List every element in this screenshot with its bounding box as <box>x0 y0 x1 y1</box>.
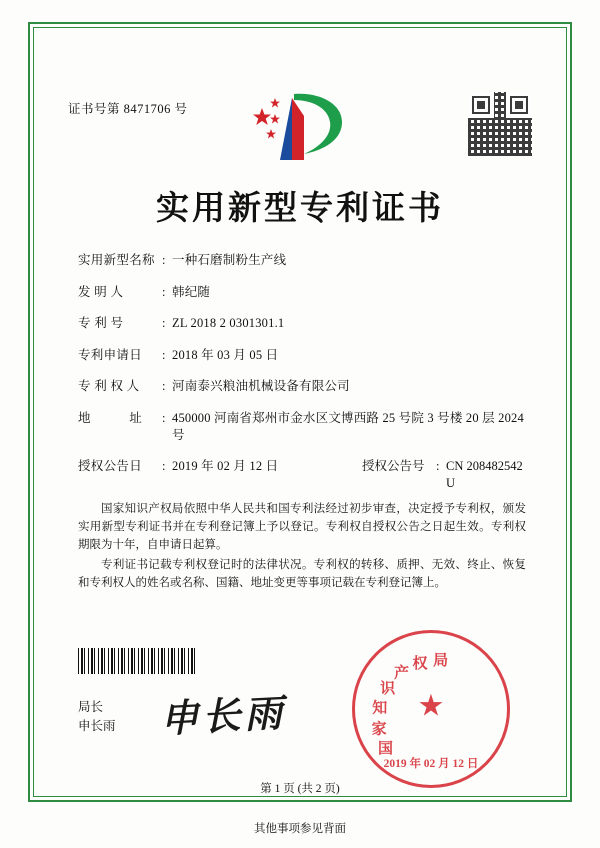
signature-label-line2: 申长雨 <box>78 719 116 733</box>
field-row-patentee <box>78 378 528 395</box>
field-row-address <box>78 410 528 444</box>
field-sep: : <box>162 316 166 330</box>
page-title: 实用新型专利证书 <box>156 191 444 227</box>
field-row-name <box>78 252 528 269</box>
seal-ring-text: 国 家 知 识 产 权 局 <box>371 653 449 758</box>
field-sep: : <box>162 379 166 393</box>
field-sep: : <box>162 347 166 362</box>
signature-label-line1: 局长 <box>78 700 104 714</box>
seal-date: 2019 年 02 月 12 日 <box>383 758 479 770</box>
legal-paragraph-2: 专利证书记载专利权登记时的法律状况。专利权的转移、质押、无效、终止、恢复和专利权人的姓名或名称、国籍、地址变更等事项记载在专利登记簿上。 <box>78 559 526 589</box>
field-value-address: 450000 河南省郑州市金水区文博西路 25 号院 3 号楼 20 层 2024 号 <box>172 410 524 442</box>
field-value-inventor: 韩纪随 <box>172 284 211 299</box>
qr-code-icon <box>468 92 532 156</box>
red-official-seal-icon <box>352 630 510 788</box>
field-value-name: 一种石磨制粉生产线 <box>172 253 287 267</box>
page-number: 第 1 页 (共 2 页) <box>260 783 340 795</box>
field-value-grant-date: 2019 年 02 月 12 日 <box>172 459 279 473</box>
legal-paragraph-1: 国家知识产权局依照中华人民共和国专利法经过初步审查，决定授予专利权，颁发实用新型专利证书并在专利登记簿上予以登记。专利权自授权公告之日起生效。专利权期限为十年，自申请日起算。 <box>78 503 526 551</box>
field-sep: : <box>162 253 166 267</box>
field-label-address: 地 址 <box>78 410 143 425</box>
field-row-grant <box>78 458 528 492</box>
field-sep: : <box>162 410 166 425</box>
field-value-patentee: 河南泰兴粮油机械设备有限公司 <box>172 379 350 393</box>
patent-office-logo-icon <box>242 88 352 166</box>
field-sep: : <box>436 459 440 473</box>
footer-note: 其他事项参见背面 <box>254 823 346 835</box>
barcode-icon <box>78 648 196 674</box>
field-label-name: 实用新型名称 <box>78 253 155 267</box>
field-label-patent-number: 专 利 号 <box>78 316 124 330</box>
certificate-number: 证书号第 8471706 号 <box>68 102 188 116</box>
field-row-inventor <box>78 284 528 301</box>
field-label-grant-number: 授权公告号 <box>362 459 425 473</box>
field-label-patentee: 专 利 权 人 <box>78 379 140 393</box>
field-label-grant-date: 授权公告日 <box>78 459 143 473</box>
field-row-patent-number <box>78 315 528 332</box>
field-value-grant-number: CN 208482542 U <box>446 459 523 490</box>
legal-text <box>78 500 526 594</box>
signature-handwriting: 申长雨 <box>159 692 288 742</box>
field-value-patent-number: ZL 2018 2 0301301.1 <box>172 316 285 330</box>
field-sep: : <box>162 284 166 299</box>
field-sep: : <box>162 459 166 473</box>
field-label-inventor: 发 明 人 <box>78 284 124 299</box>
field-row-application-date <box>78 347 528 364</box>
seal-star-icon: ★ <box>417 689 445 723</box>
field-list <box>78 252 528 507</box>
signature-label <box>78 698 116 736</box>
field-value-application-date: 2018 年 03 月 05 日 <box>172 347 279 362</box>
field-label-application-date: 专利申请日 <box>78 347 143 362</box>
